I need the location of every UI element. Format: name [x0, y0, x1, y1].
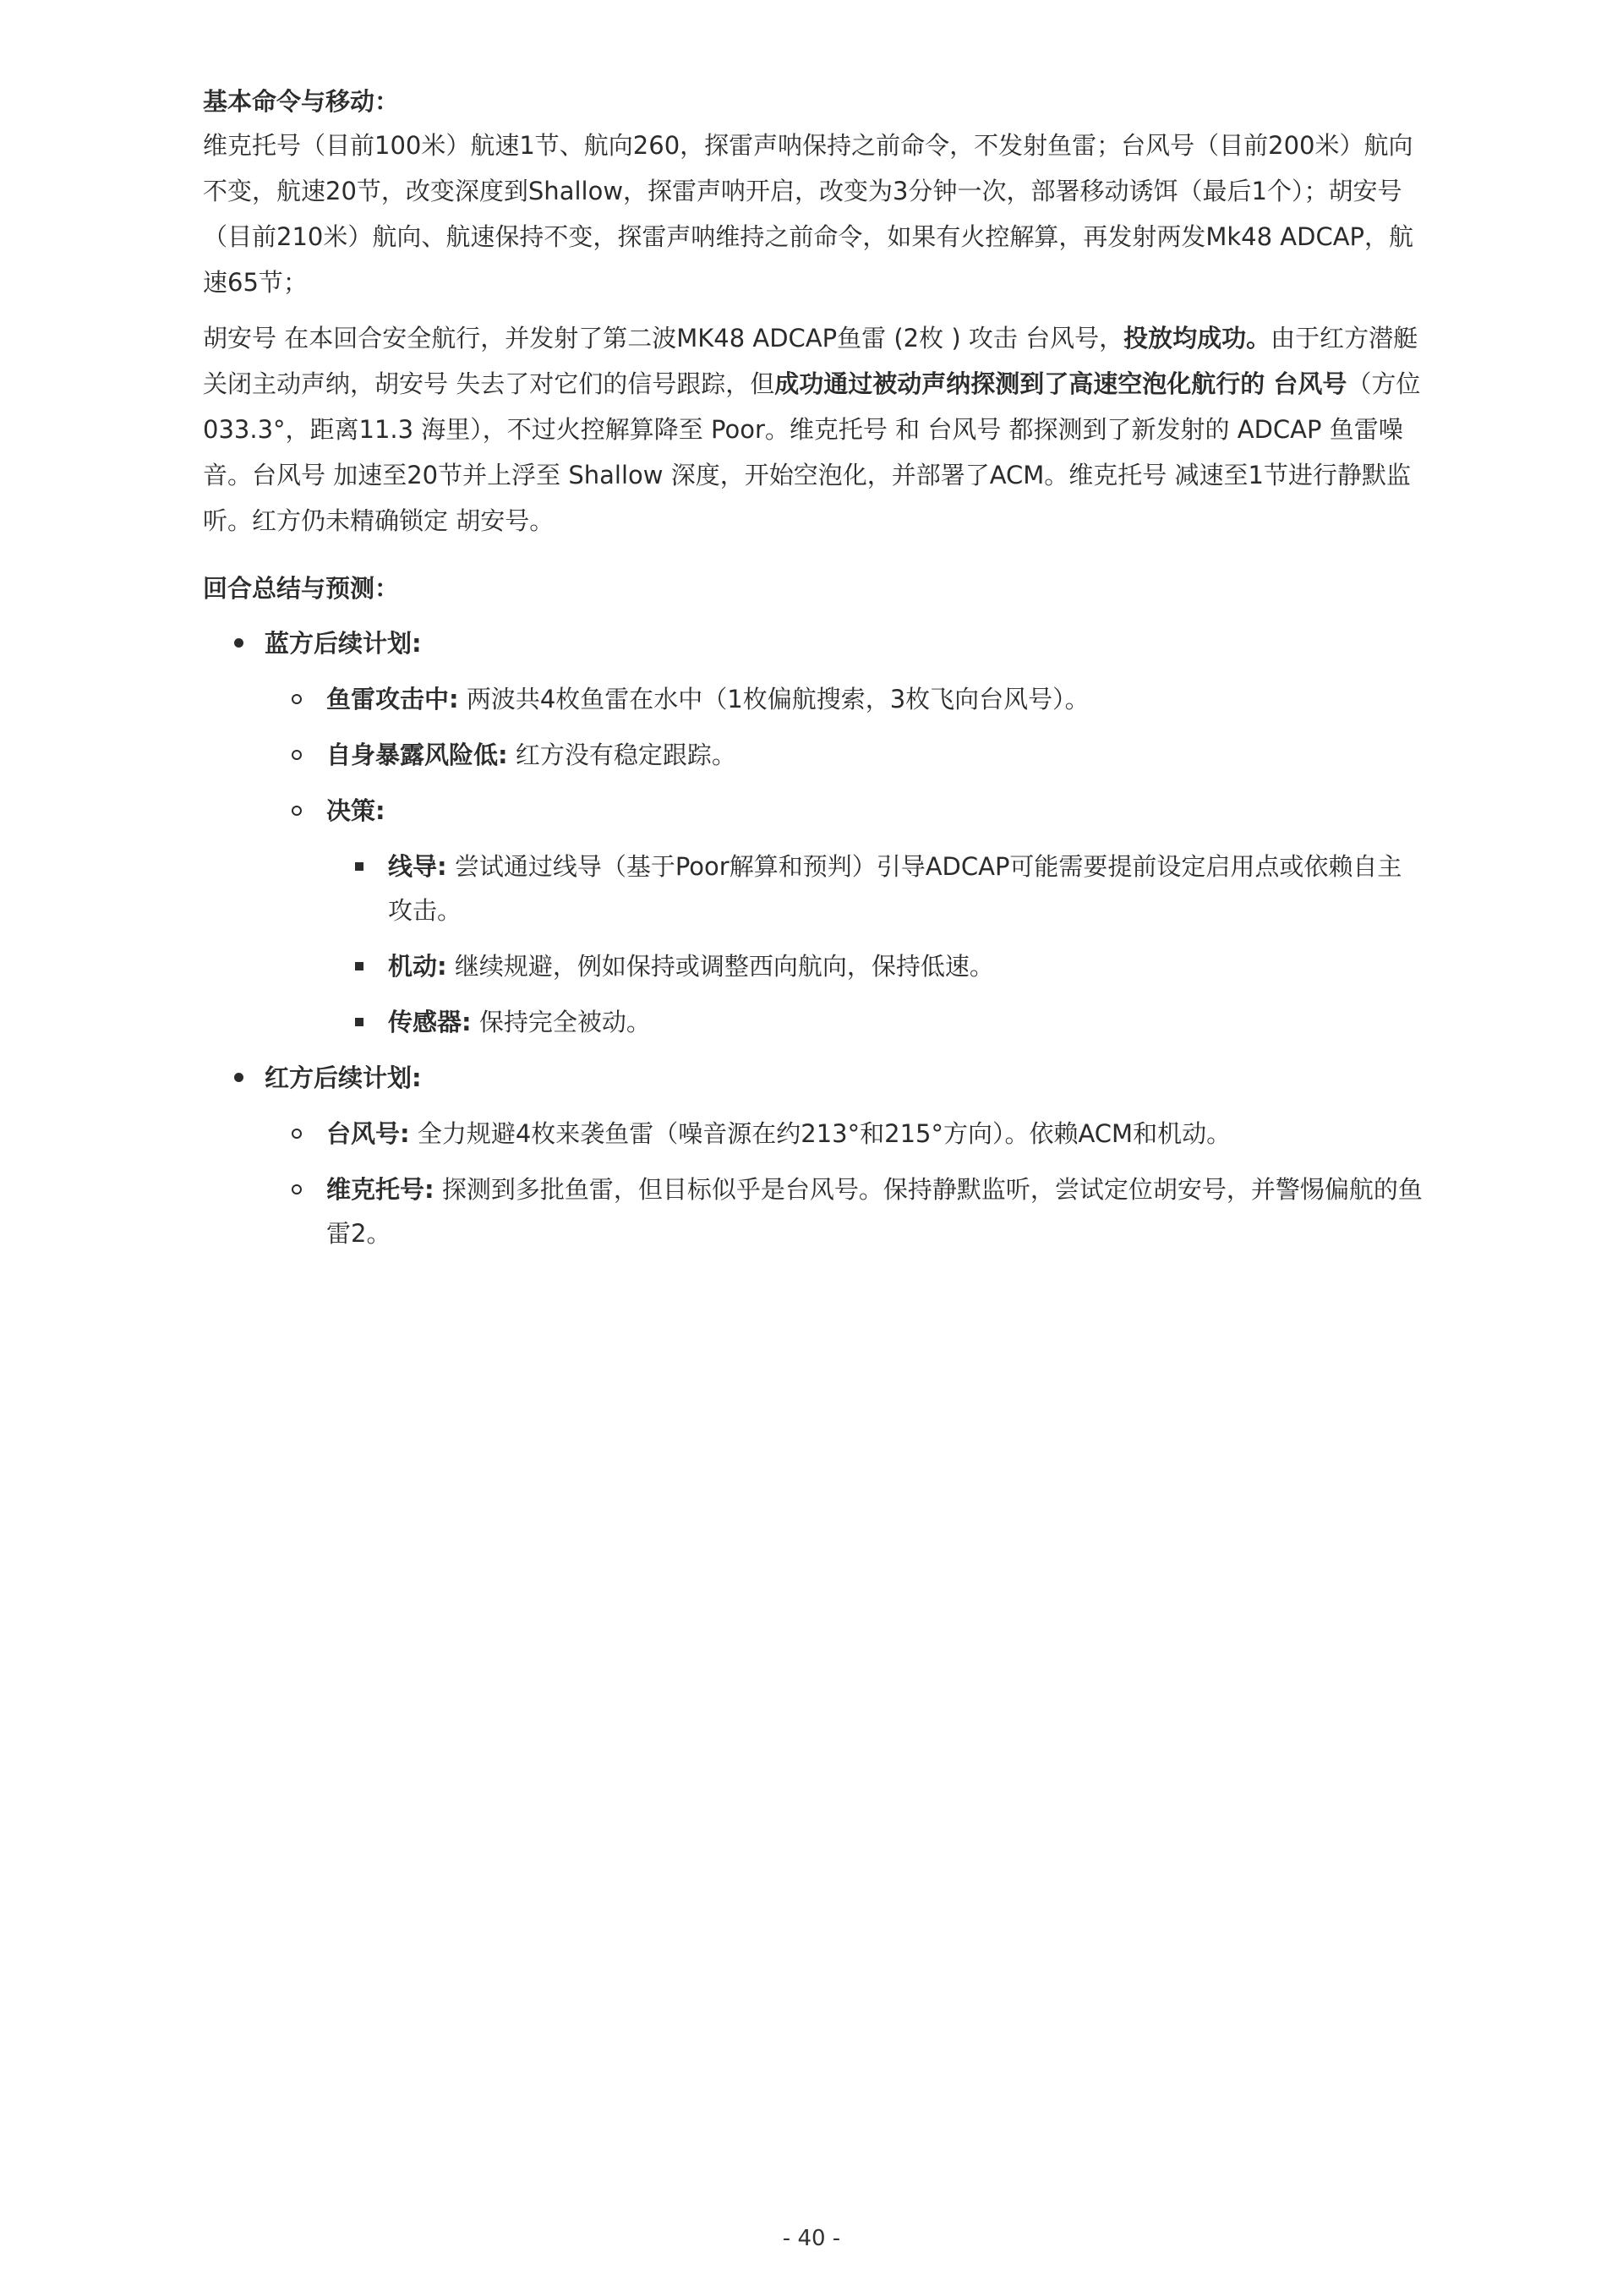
item-label: 决策:	[326, 796, 385, 825]
item-text: 探测到多批鱼雷，但目标似乎是台风号。保持静默监听，尝试定位胡安号，并警惕偏航的鱼雷2。	[326, 1175, 1423, 1248]
item-label: 线导:	[388, 852, 447, 881]
plan-list	[203, 621, 1424, 1255]
narrative-text-3: （方位033.3°，距离11.3 海里），不过火控解算降至 Poor。维克托号 和 台风号 都探测到了新发射的 ADCAP 鱼雷噪音。台风号 加速至20节并上浮至 Shallow 深度，开始空泡化，并部署了ACM。维克托号 减速至1节进行静默监听。红方仍未精确锁定 胡安号。	[203, 369, 1421, 535]
square-bullet-icon	[355, 862, 363, 871]
item-label: 台风号:	[326, 1119, 410, 1148]
narrative-bold-2: 成功通过被动声纳探测到了高速空泡化航行的 台风号	[774, 369, 1347, 398]
circle-bullet-icon	[292, 1129, 302, 1139]
bullet-icon	[234, 1073, 243, 1082]
item-text: 尝试通过线导（基于Poor解算和预判）引导ADCAP可能需要提前设定启用点或依赖自主攻击。	[388, 852, 1402, 925]
decision-sublist	[326, 845, 1424, 1044]
list-item	[265, 733, 1424, 777]
commands-paragraph: 维克托号（目前100米）航速1节、航向260，探雷声呐保持之前命令，不发射鱼雷；台风号（目前200米）航向不变，航速20节，改变深度到Shallow，探雷声呐开启，改变为3分钟一次，部署移动诱饵（最后1个）；胡安号（目前210米）航向、航速保持不变，探雷声呐维持之前命令，如果有火控解算，再发射两发Mk48 ADCAP，航速65节；	[203, 131, 1414, 297]
narrative-text-2: 由于红方潜艇关闭主动声纳，胡安号 失去了对它们的信号跟踪，但	[203, 324, 1418, 398]
narrative-bold-1: 投放均成功。	[1123, 324, 1271, 353]
red-plan-item	[203, 1056, 1424, 1255]
item-label: 鱼雷攻击中:	[326, 685, 459, 713]
list-item	[326, 1000, 1424, 1044]
item-text: 继续规避，例如保持或调整西向航向，保持低速。	[446, 952, 994, 981]
item-text: 两波共4枚鱼雷在水中（1枚偏航搜索，3枚飞向台风号）。	[458, 685, 1090, 713]
section-heading-commands: 基本命令与移动：	[203, 87, 400, 116]
circle-bullet-icon	[292, 806, 302, 816]
list-item	[326, 944, 1424, 988]
item-text: 保持完全被动。	[471, 1008, 651, 1036]
list-item	[265, 1112, 1424, 1156]
section-heading-summary: 回合总结与预测：	[203, 574, 400, 603]
page-number: - 40 -	[782, 2226, 841, 2251]
bullet-icon	[234, 638, 243, 648]
list-item	[265, 677, 1424, 721]
list-item	[326, 845, 1424, 932]
blue-plan-sublist	[265, 677, 1424, 1044]
item-label: 机动:	[388, 952, 447, 981]
item-label: 维克托号:	[326, 1175, 434, 1204]
red-plan-label: 红方后续计划:	[265, 1063, 422, 1092]
item-label: 自身暴露风险低:	[326, 741, 508, 769]
blue-plan-label: 蓝方后续计划:	[265, 629, 422, 658]
blue-plan-item	[203, 621, 1424, 1044]
narrative-text-1: 胡安号 在本回合安全航行，并发射了第二波MK48 ADCAP鱼雷 (2枚 ) 攻击 台风号，	[203, 324, 1124, 353]
square-bullet-icon	[355, 1018, 363, 1026]
item-label: 传感器:	[388, 1008, 472, 1036]
red-plan-sublist	[265, 1112, 1424, 1255]
square-bullet-icon	[355, 962, 363, 970]
item-text: 全力规避4枚来袭鱼雷（噪音源在约213°和215°方向）。依赖ACM和机动。	[409, 1119, 1232, 1148]
list-item	[265, 1167, 1424, 1255]
round-narrative-paragraph	[203, 315, 1424, 544]
list-item	[265, 789, 1424, 1044]
item-text: 红方没有稳定跟踪。	[507, 741, 736, 769]
circle-bullet-icon	[292, 694, 302, 704]
circle-bullet-icon	[292, 750, 302, 760]
circle-bullet-icon	[292, 1184, 302, 1194]
